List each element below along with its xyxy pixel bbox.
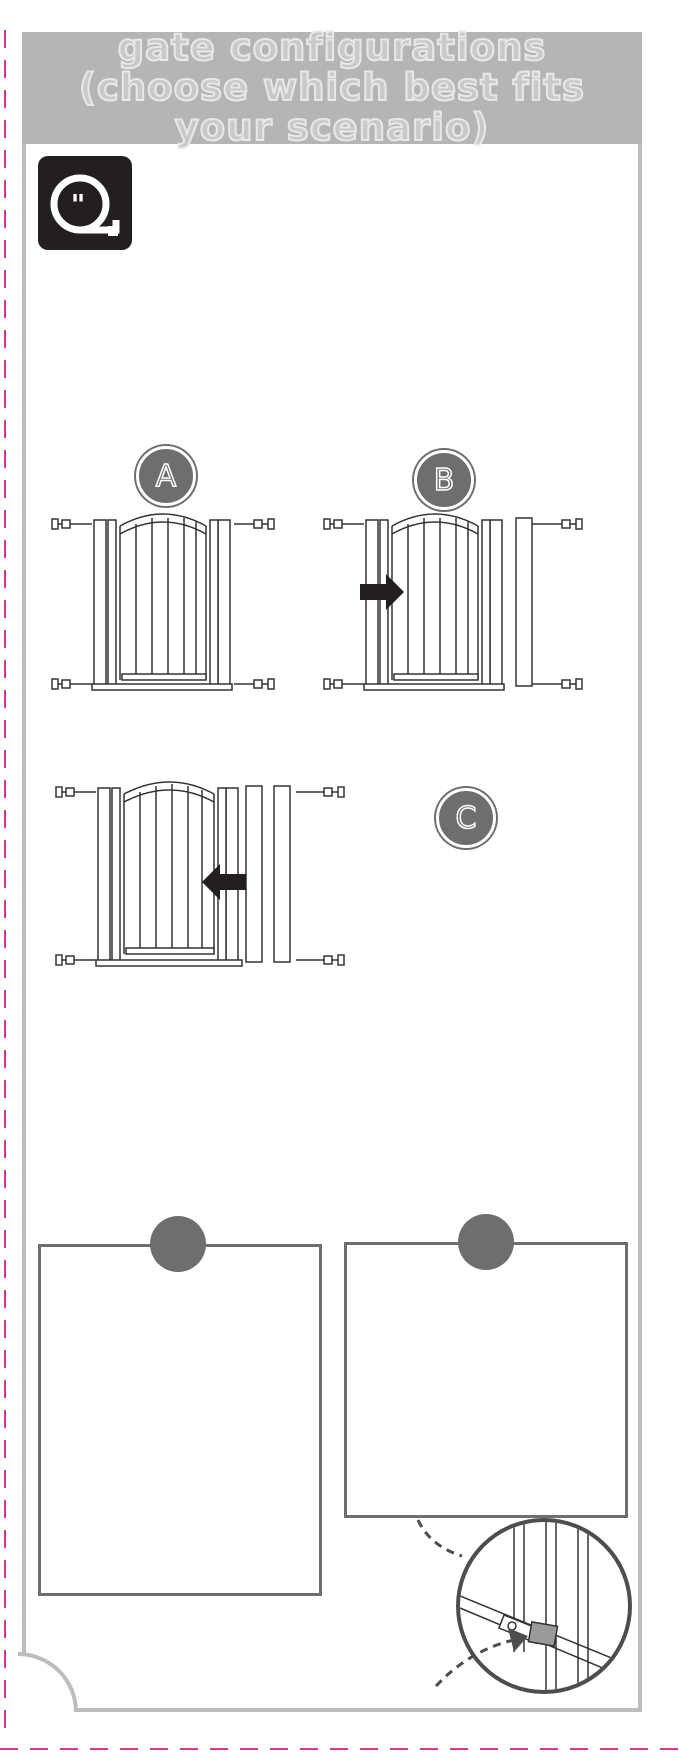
- cut-line-left: [4, 30, 6, 1730]
- callout-arc-top: [412, 1516, 472, 1562]
- page-title: gate configurations (choose which best fits your scenario): [78, 26, 586, 149]
- cut-line-bottom: [0, 1748, 679, 1750]
- step-box-right: [344, 1242, 628, 1518]
- tape-measure-icon: [38, 156, 132, 250]
- callout-arrow-bottom: [430, 1620, 540, 1690]
- step-box-left: [38, 1244, 322, 1596]
- config-a-badge: [136, 446, 196, 506]
- config-c-badge: [436, 788, 496, 848]
- title-bar: [22, 26, 642, 149]
- gate-illustration-c: [52, 776, 352, 976]
- gate-illustration-b: [320, 508, 590, 698]
- config-c-label: C: [455, 800, 477, 836]
- config-b-label: B: [433, 462, 455, 498]
- gate-illustration-a: [48, 508, 278, 698]
- step-box-right-tab: [458, 1214, 514, 1270]
- svg-text:": ": [70, 188, 86, 221]
- config-b-badge: [414, 450, 474, 510]
- step-box-left-tab: [150, 1216, 206, 1272]
- config-a-label: A: [155, 458, 177, 494]
